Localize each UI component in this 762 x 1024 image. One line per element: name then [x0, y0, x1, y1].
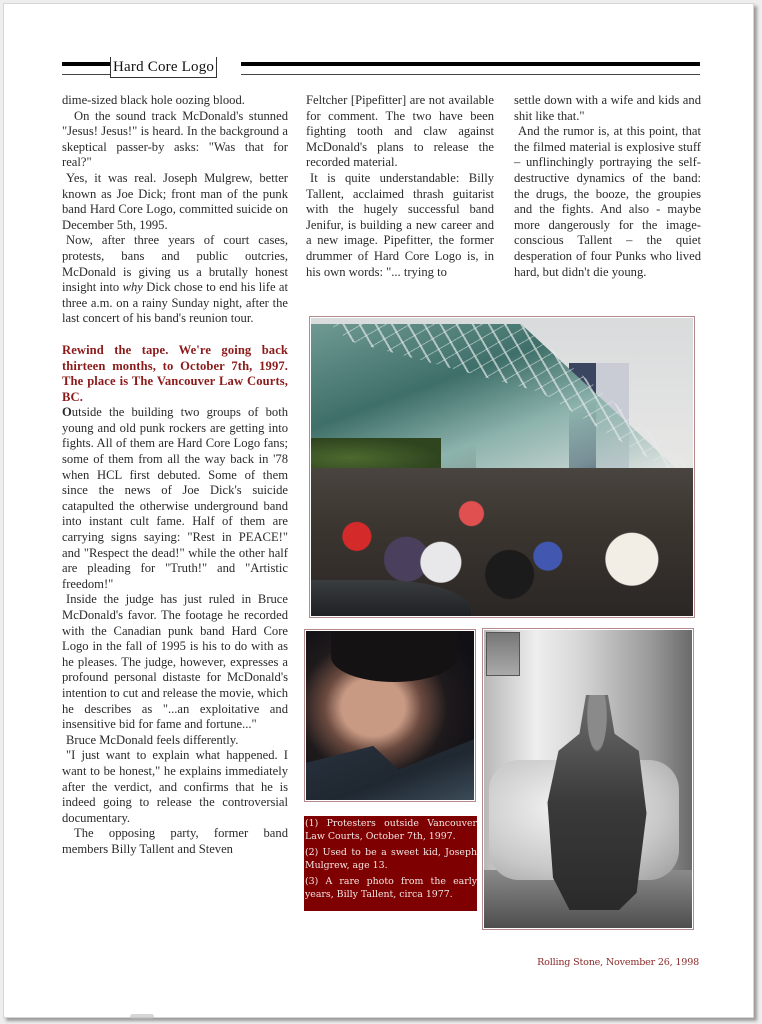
paragraph: Feltcher [Pipefitter] are not available for comment. The two have been fighting tooth and claw against McDonald's plans to release the recorded material.: [306, 93, 494, 170]
source-credit: Rolling Stone, November 26, 1998: [537, 957, 699, 968]
article-column-2: [306, 93, 494, 280]
header-rule-thin-right: [241, 74, 700, 75]
caption-1: (1) Protesters outside Vancouver Law Courts, October 7th, 1997.: [305, 818, 477, 842]
section-title: Hard Core Logo: [110, 57, 217, 78]
paragraph: settle down with a wife and kids and shit like that.": [514, 93, 701, 123]
paragraph: Inside the judge has just ruled in Bruce McDonald's favor. The footage he recorded with the Canadian punk band Hard Core Logo in the fall of 1995 is his to do with as he pleases. The judge, however, expresses a profound personal distaste for McDonald's intention to cut and release the movie, which he describes as "...an exploitative and insensitive bid for fame and fortune...": [62, 592, 288, 732]
text-run: Dick chose to end his life at three a.m. on a rainy Sunday night, after the last concert of his band's reunion tour.: [62, 280, 288, 326]
caption-3: (3) A rare photo from the early years, Billy Tallent, circa 1977.: [305, 876, 477, 900]
photo-billy-tallent: [482, 628, 694, 930]
text-run: utside the building two groups of both young and old punk rockers are getting into fights. All of them are Hard Core Logo fans; some of them from all the way back in '78 when HCL first debuted. Some of them since the news of Joe Dick's suicide catapulted the otherwise underground band into instant cult fame. Half of them are carrying signs saying: "Rest in PEACE!" and "Respect the dead!" while the other half are pleading for "Truth!" and "Artistic freedom!": [62, 405, 288, 591]
photo-protesters-law-courts: [309, 316, 695, 618]
paragraph: And the rumor is, at this point, that the filmed material is explosive stuff – unflinchingly portraying the self-destructive dynamics of the band: the drugs, the booze, the groupies and the fights. And also - maybe more dangerously for the image-conscious Tallent – the quiet desperation of four Punks who lived hard, but didn't die young.: [514, 124, 701, 279]
photo-captions-box: [304, 816, 477, 911]
photo-shirt: [306, 732, 474, 800]
drop-initial: O: [62, 405, 72, 420]
photo-hair: [331, 631, 457, 682]
paragraph: It is quite understandable: Billy Tallent, acclaimed thrash guitarist with the hugely successful band Jenifur, is building a new career and a new image. Pipefitter, the former drummer of Hard Core Logo is, in his own words: "... trying to: [306, 170, 494, 279]
paragraph: On the sound track McDonald's stunned "Jesus! Jesus!" is heard. In the background a skeptical passer-by asks: "Was that for real?": [62, 108, 288, 170]
scroll-indicator: [130, 1014, 154, 1019]
header-rule-thick-right: [241, 62, 700, 66]
header-rule-thin-left: [62, 74, 111, 75]
photo-young-joseph-mulgrew: [304, 629, 476, 802]
header-rule-thick-left: [62, 62, 111, 66]
paragraph: Bruce McDonald feels differently.: [66, 732, 239, 747]
photo-wall-picture: [486, 632, 520, 676]
text-run: Now, after three years of court cases, protests, bans and public outcries, McDonald is giving us a brutally honest insight into: [62, 233, 288, 295]
lead-paragraph: Rewind the tape. We're going back thirteen months, to October 7th, 1997. The place is The Vancouver Law Courts, BC.: [62, 342, 288, 404]
emphasis: why: [122, 280, 143, 295]
paragraph: The opposing party, former band members Billy Tallent and Steven: [62, 826, 288, 856]
paragraph: dime-sized black hole oozing blood.: [62, 93, 245, 107]
caption-2: (2) Used to be a sweet kid, Joseph Mulgrew, age 13.: [305, 847, 477, 871]
paragraph: [62, 233, 288, 327]
paragraph: [62, 405, 288, 592]
paragraph: Yes, it was real. Joseph Mulgrew, better known as Joe Dick; front man of the punk band Hard Core Logo, committed suicide on December 5th, 1995.: [62, 170, 288, 232]
paragraph: "I just want to explain what happened. I want to be honest," he explains immediately after the verdict, and confirms that he is indeed going to release the controversial documentary.: [62, 748, 288, 825]
photo-seated-person: [542, 695, 652, 910]
article-column-3: [514, 93, 701, 280]
magazine-page: [3, 3, 754, 1018]
article-column-1: [62, 93, 288, 858]
